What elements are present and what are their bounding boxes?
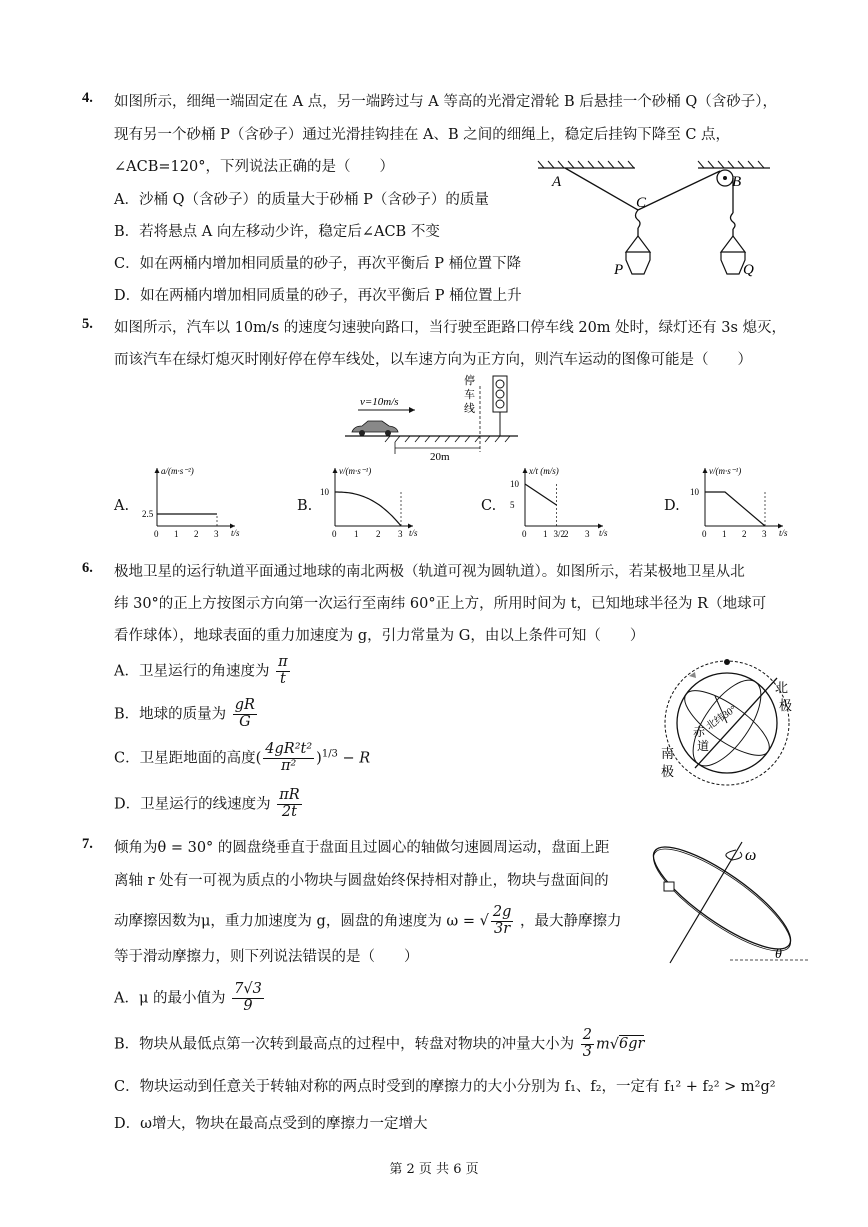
y-tick-label: 2.5 bbox=[142, 509, 154, 519]
q6-stem-line1: 极地卫星的运行轨道平面通过地球的南北两极（轨道可视为圆轨道）。如图所示，若某极地卫星从北 bbox=[114, 564, 745, 580]
q7-stem-line4: 等于滑动摩擦力，则下列说法错误的是（ ） bbox=[114, 949, 419, 965]
y-axis-arrow bbox=[155, 468, 160, 473]
q6-option-a-text: A．卫星运行的角速度为 bbox=[114, 663, 270, 680]
x-axis-label: t/s bbox=[779, 528, 788, 538]
latitude-label: 北纬30° bbox=[704, 703, 739, 733]
x-tick-label: 2 bbox=[742, 529, 747, 539]
x-axis-label: t/s bbox=[409, 528, 418, 538]
x-axis-label: t/s bbox=[599, 528, 608, 538]
q7-disc-figure bbox=[630, 838, 810, 966]
q7-option-b-text: B．物块从最低点第一次转到最高点的过程中，转盘对物块的冲量大小为 bbox=[114, 1036, 575, 1053]
y-axis-arrow bbox=[333, 468, 338, 473]
y-axis-arrow bbox=[703, 468, 708, 473]
q7-option-b: B．物块从最低点第一次转到最高点的过程中，转盘对物块的冲量大小为 $\frac{2}{3}$ m√6gr bbox=[114, 1027, 645, 1060]
question-5-number: 5. bbox=[82, 316, 93, 332]
q4-stem-line1: 如图所示，细绳一端固定在 A 点，另一端跨过与 A 等高的光滑定滑轮 B 后悬挂一个砂桶 Q（含砂子）， bbox=[114, 94, 777, 110]
pir-over-2t: $\frac{\pi R}{2t}$ bbox=[279, 787, 300, 820]
point-c-label: C bbox=[636, 195, 647, 211]
stopline-char-1: 停 bbox=[464, 375, 475, 387]
x-tick-label: 1 bbox=[722, 529, 727, 539]
x-tick-label: 2 bbox=[564, 529, 569, 539]
gr-over-g: $\frac{gR}{G}$ bbox=[234, 697, 255, 730]
q4-option-b: B．若将悬点 A 向左移动少许，稳定后∠ACB 不变 bbox=[114, 224, 440, 240]
x-tick-label: 3 bbox=[762, 529, 767, 539]
q7-option-c: C．物块运动到任意关于转轴对称的两点时受到的摩擦力的大小分别为 f₁、f₂，一定有 f₁² + f₂² > m²g² bbox=[114, 1079, 776, 1095]
bucket-q-label: Q bbox=[743, 262, 754, 278]
chart-c bbox=[497, 460, 617, 556]
north-pole-char1: 北 bbox=[775, 680, 789, 695]
point-b-label: B bbox=[732, 174, 742, 190]
q6-stem-line2: 纬 30°的正上方按图示方向第一次运行至南纬 60°正上方，所用时间为 t，已知地球半径为 R（地球可 bbox=[114, 596, 767, 612]
x-tick-label: 2 bbox=[376, 529, 381, 539]
q4-stem-line2: 现有另一个砂桶 P（含砂子）通过光滑挂钩挂在 A、B 之间的细绳上，稳定后挂钩下降至 C 点， bbox=[114, 127, 731, 143]
equator-char2: 道 bbox=[697, 739, 710, 753]
q6-option-d bbox=[114, 788, 304, 821]
q7-stem-line3-part1: 动摩擦因数为μ，重力加速度为 g，圆盘的角速度为 ω = bbox=[114, 913, 476, 930]
q7-option-a-text: A．μ 的最小值为 bbox=[114, 990, 226, 1007]
omega-formula: √ $\frac{2g}{3r}$ bbox=[479, 904, 512, 937]
y-axis-label: x/t (m/s) bbox=[529, 466, 559, 476]
q7-stem-line3 bbox=[114, 905, 622, 938]
pi-over-t: $\frac{\pi}{t}$ bbox=[278, 654, 288, 687]
x-tick-label: 3 bbox=[214, 529, 219, 539]
chart-d bbox=[680, 460, 800, 550]
series-line bbox=[705, 492, 765, 526]
x-tick-label: 0 bbox=[332, 529, 337, 539]
x-axis-label: t/s bbox=[231, 528, 240, 538]
question-7-number: 7. bbox=[82, 836, 93, 852]
distance-label: 20m bbox=[430, 451, 450, 462]
x-tick-label: 3 bbox=[398, 529, 403, 539]
north-pole-char2: 极 bbox=[779, 698, 793, 713]
q5-label-d: D. bbox=[664, 498, 680, 514]
theta-label: θ bbox=[775, 947, 782, 962]
q4-option-a: A．沙桶 Q（含砂子）的质量大于砂桶 P（含砂子）的质量 bbox=[114, 192, 489, 208]
seven-root3-over-9: $\frac{7√3}{9}$ bbox=[234, 981, 262, 1014]
q7-stem-line3-part2: ，最大静摩擦力 bbox=[520, 913, 622, 930]
q6-option-c-text: C．卫星距地面的高度 bbox=[114, 750, 256, 767]
x-tick-label: 1 bbox=[174, 529, 179, 539]
question-6-number: 6. bbox=[82, 560, 93, 576]
q6-option-b-text: B．地球的质量为 bbox=[114, 706, 227, 723]
stopline-char-3: 线 bbox=[464, 403, 475, 415]
q6-option-d-text: D．卫星运行的线速度为 bbox=[114, 796, 271, 813]
x-tick-label: 2 bbox=[194, 529, 199, 539]
q6-earth-figure bbox=[655, 658, 805, 788]
y-axis-label: v/(m·s⁻¹) bbox=[709, 466, 742, 476]
omega-label: ω bbox=[745, 847, 757, 864]
south-pole-char1: 南 bbox=[661, 746, 675, 761]
y-axis-arrow bbox=[523, 468, 528, 473]
x-tick-label: 1 bbox=[354, 529, 359, 539]
y-tick-label: 10 bbox=[510, 479, 519, 489]
x-tick-label: 0 bbox=[522, 529, 527, 539]
q5-label-c: C. bbox=[481, 498, 497, 514]
q4-option-d: D．如在两桶内增加相同质量的砂子，再次平衡后 P 桶位置上升 bbox=[114, 288, 522, 304]
question-4-number: 4. bbox=[82, 90, 93, 106]
y-axis-label: a/(m·s⁻²) bbox=[161, 466, 194, 476]
bucket-p-label: P bbox=[614, 262, 624, 278]
q4-stem-line3: ∠ACB=120°，下列说法正确的是（ ） bbox=[114, 159, 394, 175]
q7-option-d: D．ω增大，物块在最高点受到的摩擦力一定增大 bbox=[114, 1116, 428, 1132]
q5-stem-line1: 如图所示，汽车以 10m/s 的速度匀速驶向路口，当行驶至距路口停车线 20m 处时，绿灯还有 3s 熄灭， bbox=[114, 320, 787, 336]
speed-label: v=10m/s bbox=[360, 396, 399, 408]
x-tick-label: 0 bbox=[702, 529, 707, 539]
point-a-label: A bbox=[552, 174, 562, 190]
q5-car-figure bbox=[340, 372, 530, 462]
q7-option-a bbox=[114, 982, 266, 1015]
q6-option-b bbox=[114, 698, 259, 731]
q5-label-b: B. bbox=[297, 498, 313, 514]
q7-stem-line1: 倾角为θ = 30° 的圆盘绕垂直于盘面且过圆心的轴做匀速圆周运动，盘面上距 bbox=[114, 840, 610, 856]
series-line bbox=[335, 492, 401, 526]
y-tick-label: 10 bbox=[320, 487, 329, 497]
height-formula: $\frac{\text{4gR²t²}}{\text{π²}}$ bbox=[265, 741, 313, 774]
x-tick-label: 3 bbox=[585, 529, 590, 539]
q4-option-c: C．如在两桶内增加相同质量的砂子，再次平衡后 P 桶位置下降 bbox=[114, 256, 522, 272]
q5-stem-line2: 而该汽车在绿灯熄灭时刚好停在停车线处，以车速方向为正方向，则汽车运动的图像可能是（ ） bbox=[114, 352, 752, 368]
q7-stem-line2: 离轴 r 处有一可视为质点的小物块与圆盘始终保持相对静止，物块与盘面间的 bbox=[114, 873, 609, 889]
x-tick-label: 0 bbox=[154, 529, 159, 539]
q4-pulley-figure bbox=[530, 158, 780, 293]
y-tick-label: 5 bbox=[510, 500, 515, 510]
chart-a bbox=[132, 460, 252, 550]
q5-label-a: A. bbox=[114, 498, 130, 514]
y-axis-label: v/(m·s⁻¹) bbox=[339, 466, 372, 476]
q6-option-a bbox=[114, 655, 292, 688]
page-footer: 第 2 页 共 6 页 bbox=[389, 1162, 479, 1177]
x-tick-label: 3/2 bbox=[553, 529, 566, 539]
q6-stem-line3: 看作球体），地球表面的重力加速度为 g，引力常量为 G，由以上条件可知（ ） bbox=[114, 628, 645, 644]
two-thirds: $\frac{2}{3}$ bbox=[582, 1027, 592, 1060]
series-line bbox=[525, 484, 557, 505]
stopline-char-2: 车 bbox=[464, 389, 475, 401]
equator-char1: 赤 bbox=[693, 725, 706, 739]
x-tick-label: 1 bbox=[543, 529, 548, 539]
south-pole-char2: 极 bbox=[661, 764, 675, 779]
y-tick-label: 10 bbox=[690, 487, 699, 497]
q6-option-c: C．卫星距地面的高度( $\frac{\text{4gR²t²}}{\text{π²}}$ )$^{1/3}$ − R bbox=[114, 741, 371, 774]
chart-b bbox=[310, 460, 430, 550]
